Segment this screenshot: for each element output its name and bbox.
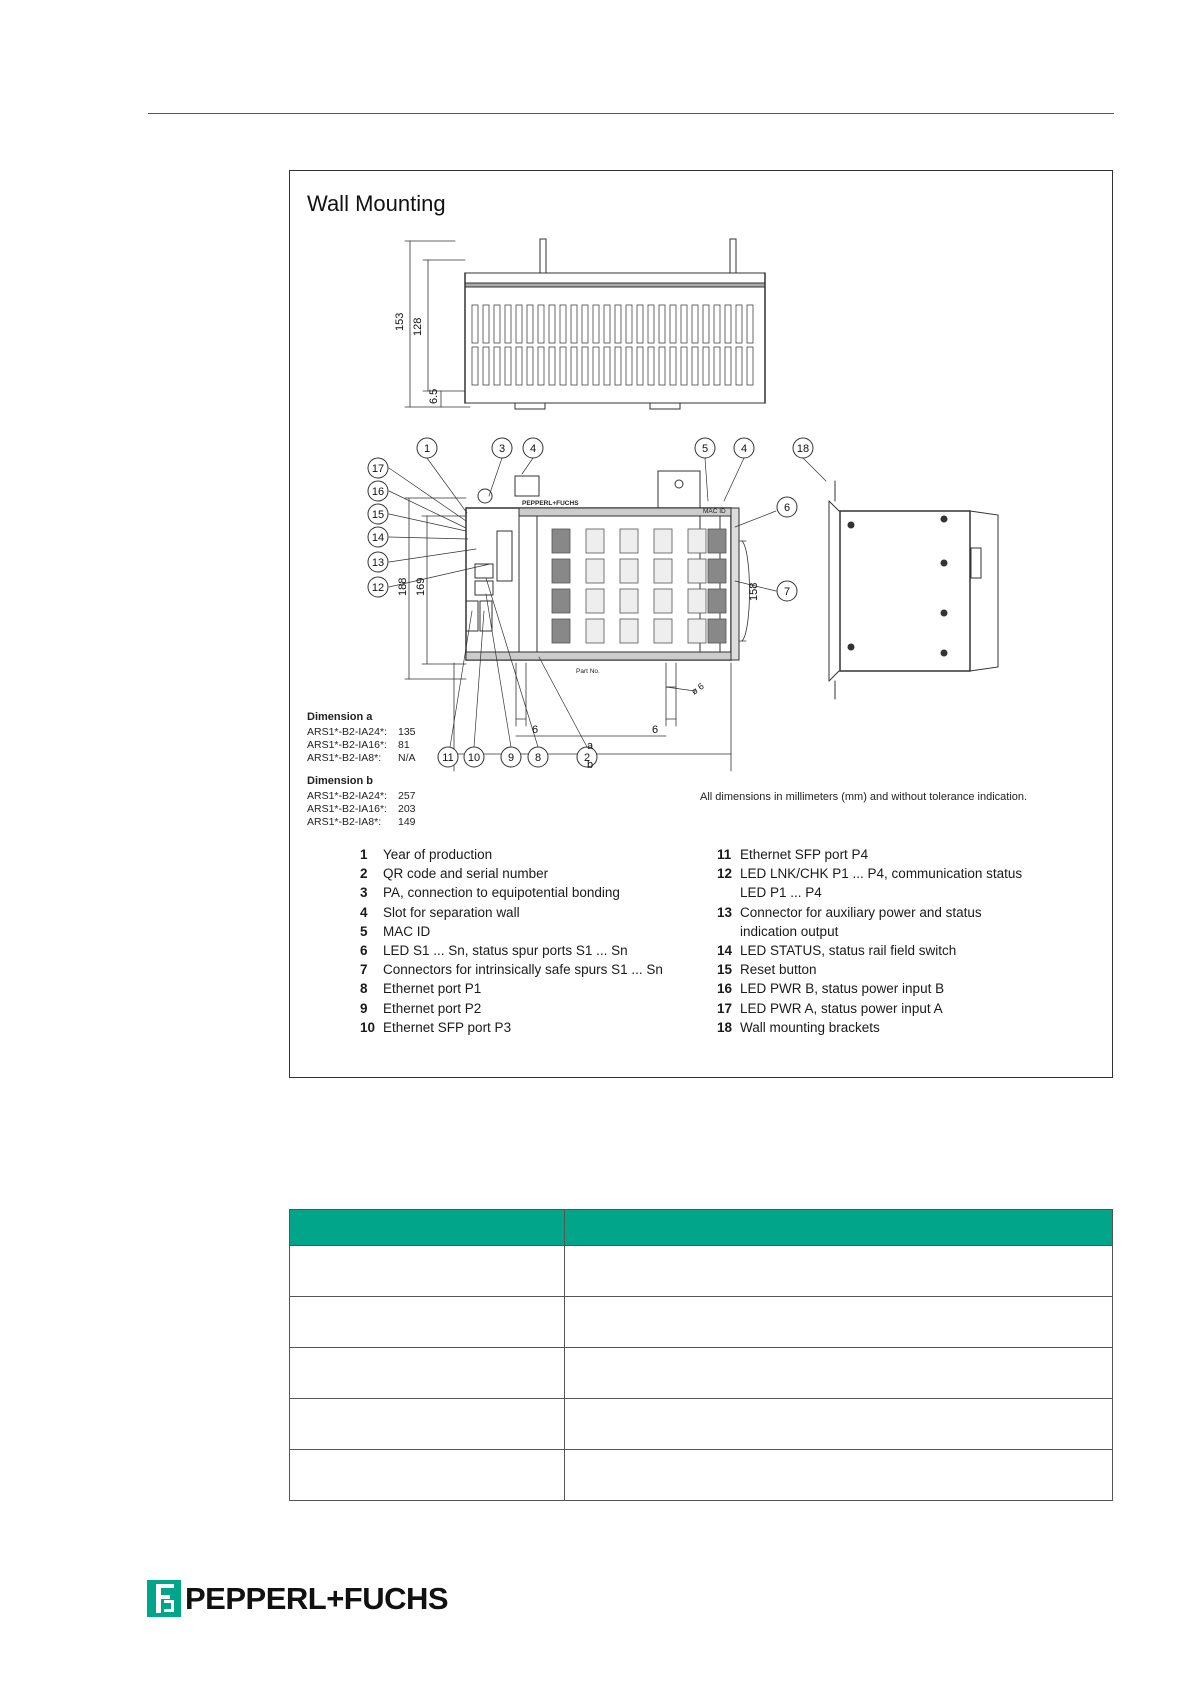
table-cell: [565, 1348, 1113, 1399]
vent-slot: [670, 305, 676, 343]
dimension-b-block: [307, 775, 416, 829]
legend-text: Connectors for intrinsically safe spurs S1 ... Sn: [383, 962, 663, 978]
dimension-value: 257: [398, 790, 416, 802]
legend-text: MAC ID: [383, 923, 431, 939]
legend-number: 1: [360, 847, 368, 862]
vent-slot: [582, 347, 588, 385]
legend-number: 2: [360, 866, 368, 882]
vent-slot: [571, 305, 577, 343]
legend-item: [717, 960, 1097, 979]
legend-number: 7: [360, 962, 368, 978]
dimension-b-row: [307, 816, 416, 829]
vent-slot: [560, 347, 566, 385]
spur-connector: [654, 589, 672, 613]
legend-text: Reset button: [740, 962, 817, 978]
spur-connector: [708, 529, 726, 553]
table-cell: [565, 1399, 1113, 1450]
spur-connector: [620, 619, 638, 643]
vent-slot: [472, 305, 478, 343]
callout-16: 16: [371, 486, 385, 498]
dim-169: 169: [415, 577, 427, 596]
legend-number: 10: [360, 1019, 376, 1035]
dim-158: 158: [748, 582, 760, 601]
dimension-model: ARS1*-B2-IA16*:: [307, 739, 387, 751]
table-row: [290, 1399, 1113, 1450]
spur-connector: [586, 589, 604, 613]
legend-item: [360, 922, 700, 941]
dimension-b-title: Dimension b: [307, 775, 374, 787]
vent-slot: [626, 305, 632, 343]
spur-connector: [586, 619, 604, 643]
vent-slot: [626, 347, 632, 385]
vent-slot: [505, 305, 511, 343]
callout-4b: 4: [740, 443, 748, 455]
vent-slot: [692, 347, 698, 385]
legend-item: [717, 979, 1097, 998]
header-rule: [148, 113, 1114, 114]
dimension-a-row: [307, 739, 416, 752]
spur-connector: [654, 559, 672, 583]
legend-number: 3: [360, 885, 368, 901]
legend-text: Ethernet port P1: [383, 981, 482, 997]
callout-18: 18: [796, 443, 810, 455]
legend-text: Wall mounting brackets: [740, 1019, 880, 1035]
dimension-a-row: [307, 752, 416, 765]
dim-128: 128: [412, 317, 424, 336]
legend-item: [717, 999, 1097, 1018]
spur-connector: [586, 529, 604, 553]
dimension-value: 135: [398, 726, 416, 738]
callout-7: 7: [783, 586, 791, 598]
spur-connector: [688, 529, 706, 553]
legend-item: [360, 864, 700, 883]
vent-slot: [505, 347, 511, 385]
dim-188: 188: [397, 577, 409, 596]
table-header-row: [290, 1210, 1113, 1246]
table-header-cell: [565, 1210, 1113, 1246]
legend-number: 12: [717, 866, 733, 882]
legend-text: LED PWR B, status power input B: [740, 981, 945, 997]
vent-slot: [571, 347, 577, 385]
dim-b: b: [587, 759, 594, 771]
legend-item: [717, 883, 1097, 902]
callout-2: 2: [583, 752, 591, 764]
vent-slot: [747, 347, 753, 385]
dimension-model: ARS1*-B2-IA8*:: [307, 752, 382, 764]
vent-slot: [582, 305, 588, 343]
legend-text: indication output: [740, 923, 839, 939]
table-cell: [290, 1297, 565, 1348]
top-view-vents: [472, 305, 753, 385]
legend-number: 5: [360, 923, 368, 939]
dimension-value: 81: [398, 739, 410, 751]
vent-slot: [648, 305, 654, 343]
callout-leader-lines: [389, 458, 826, 747]
vent-slot: [538, 347, 544, 385]
legend-item: [717, 1018, 1097, 1037]
legend-number: [717, 922, 740, 941]
table-cell: [290, 1348, 565, 1399]
table-cell: [565, 1450, 1113, 1501]
legend-text: LED S1 ... Sn, status spur ports S1 ... Sn: [383, 943, 628, 959]
vent-slot: [483, 305, 489, 343]
vent-slot: [494, 305, 500, 343]
vent-slot: [648, 347, 654, 385]
vent-slot: [681, 347, 687, 385]
spur-connector: [708, 619, 726, 643]
dimension-model: ARS1*-B2-IA16*:: [307, 803, 387, 815]
vent-slot: [637, 305, 643, 343]
vent-slot: [637, 347, 643, 385]
spec-table: [289, 1209, 1113, 1501]
table-cell: [565, 1246, 1113, 1297]
legend-number: [717, 883, 740, 902]
legend-item: [717, 903, 1097, 922]
vent-slot: [483, 347, 489, 385]
vent-slot: [494, 347, 500, 385]
vent-slot: [615, 305, 621, 343]
side-view-housing: [829, 481, 998, 699]
legend-number: 4: [360, 904, 368, 920]
spur-connector: [586, 559, 604, 583]
vent-slot: [692, 305, 698, 343]
vent-slot: [615, 347, 621, 385]
table-row: [290, 1246, 1113, 1297]
callout-1: 1: [423, 443, 431, 455]
legend-item: [717, 864, 1097, 883]
callout-15: 15: [371, 509, 385, 521]
legend-number: 11: [717, 847, 732, 862]
spur-connector: [708, 589, 726, 613]
legend-number: 16: [717, 981, 733, 997]
table-cell: [290, 1246, 565, 1297]
brand-name: PEPPERL+FUCHS: [185, 1580, 449, 1616]
figure-title: Wall Mounting: [307, 191, 446, 216]
legend-item: [360, 979, 700, 998]
legend-text: Connector for auxiliary power and status: [740, 904, 982, 920]
table-cell: [290, 1399, 565, 1450]
callout-5: 5: [701, 443, 709, 455]
dimension-b-row: [307, 790, 416, 803]
table-row: [290, 1450, 1113, 1501]
legend-item: [717, 845, 1097, 864]
spur-connector: [688, 559, 706, 583]
dim-6-5: 6.5: [428, 388, 440, 404]
vent-slot: [560, 305, 566, 343]
legend-number: 6: [360, 943, 368, 959]
callout-10: 10: [467, 752, 481, 764]
legend-item: [360, 1018, 700, 1037]
vent-slot: [604, 305, 610, 343]
vent-slot: [714, 305, 720, 343]
spur-connector: [620, 589, 638, 613]
spur-connector: [552, 589, 570, 613]
vent-slot: [747, 305, 753, 343]
legend-text: Year of production: [383, 847, 493, 862]
legend-item: [360, 845, 700, 864]
vent-slot: [681, 305, 687, 343]
vent-slot: [549, 305, 555, 343]
vent-slot: [703, 305, 709, 343]
dimension-model: ARS1*-B2-IA24*:: [307, 790, 387, 802]
table-row: [290, 1297, 1113, 1348]
front-view-ports: [466, 531, 512, 631]
table-cell: [290, 1450, 565, 1501]
vent-slot: [670, 347, 676, 385]
callout-14: 14: [371, 532, 385, 544]
vent-slot: [736, 305, 742, 343]
vent-slot: [538, 305, 544, 343]
device-part-no-label: Part No.: [576, 668, 600, 675]
vent-slot: [659, 305, 665, 343]
callout-13: 13: [371, 557, 385, 569]
legend-text: Ethernet SFP port P3: [383, 1019, 512, 1035]
vent-slot: [593, 305, 599, 343]
callout-9: 9: [507, 752, 515, 764]
dimension-model: ARS1*-B2-IA8*:: [307, 816, 382, 828]
dimension-a-block: [307, 711, 416, 765]
dim-a: a: [587, 740, 594, 752]
legend-number: 14: [717, 943, 733, 959]
legend-left-column: [360, 845, 700, 1037]
callout-3: 3: [498, 443, 506, 455]
vent-slot: [527, 347, 533, 385]
callout-8: 8: [534, 752, 542, 764]
legend-item: [360, 883, 700, 902]
table-cell: [565, 1297, 1113, 1348]
legend-number: 15: [717, 962, 733, 978]
table-header-cell: [290, 1210, 565, 1246]
spur-connector: [620, 559, 638, 583]
spur-connector: [708, 559, 726, 583]
spur-connector: [688, 589, 706, 613]
legend-right-column: [717, 845, 1097, 1037]
vent-slot: [516, 305, 522, 343]
legend-item: [360, 999, 700, 1018]
legend-text: LED P1 ... P4: [740, 885, 822, 901]
spur-connector: [552, 559, 570, 583]
callout-4a: 4: [529, 443, 537, 455]
vent-slot: [472, 347, 478, 385]
dimension-b-row: [307, 803, 416, 816]
dim-hole-diameter: ø 6: [689, 680, 706, 697]
spur-connector: [552, 619, 570, 643]
legend-item: [717, 941, 1097, 960]
vent-slot: [527, 305, 533, 343]
dimension-a-row: [307, 726, 416, 739]
legend-item: [717, 922, 1097, 941]
dimension-a-title: Dimension a: [307, 711, 373, 723]
legend-item: [360, 941, 700, 960]
vent-slot: [593, 347, 599, 385]
vent-slot: [725, 347, 731, 385]
callout-11: 11: [442, 752, 454, 764]
legend-text: LED STATUS, status rail field switch: [740, 943, 957, 959]
legend-number: 17: [717, 1000, 733, 1016]
legend-text: Slot for separation wall: [383, 904, 520, 920]
vent-slot: [736, 347, 742, 385]
dimension-value: 149: [398, 816, 416, 828]
vent-slot: [604, 347, 610, 385]
legend-text: PA, connection to equipotential bonding: [383, 885, 620, 901]
spur-connector: [620, 529, 638, 553]
vent-slot: [714, 347, 720, 385]
device-brand-label: PEPPERL+FUCHS: [522, 500, 579, 507]
brand-footer: [147, 1580, 448, 1617]
vent-slot: [549, 347, 555, 385]
legend-item: [360, 903, 700, 922]
wall-mounting-figure: [289, 170, 1113, 1078]
callout-12: 12: [371, 582, 385, 594]
legend-number: 13: [717, 904, 733, 920]
callout-17: 17: [371, 463, 385, 475]
callout-6: 6: [783, 502, 791, 514]
legend-number: 8: [360, 981, 368, 997]
vent-slot: [516, 347, 522, 385]
legend-item: [360, 960, 700, 979]
spur-connector: [688, 619, 706, 643]
dimension-model: ARS1*-B2-IA24*:: [307, 726, 387, 738]
vent-slot: [703, 347, 709, 385]
dim-6-left: 6: [532, 724, 539, 736]
dim-153: 153: [394, 312, 406, 331]
tolerance-note: All dimensions in millimeters (mm) and without tolerance indication.: [700, 791, 1028, 803]
dimension-value: 203: [398, 803, 416, 815]
spur-connector: [654, 529, 672, 553]
legend-text: Ethernet SFP port P4: [740, 847, 869, 862]
table-row: [290, 1348, 1113, 1399]
pepperl-fuchs-logo-icon: [147, 1580, 181, 1617]
legend-number: 18: [717, 1019, 733, 1035]
spur-connector: [654, 619, 672, 643]
legend-text: LED LNK/CHK P1 ... P4, communication status: [740, 866, 1023, 882]
dim-6-right: 6: [652, 724, 659, 736]
legend-text: QR code and serial number: [383, 866, 549, 882]
dimension-value: N/A: [398, 752, 416, 764]
legend-text: LED PWR A, status power input A: [740, 1000, 943, 1016]
legend-text: Ethernet port P2: [383, 1000, 482, 1016]
vent-slot: [725, 305, 731, 343]
legend-number: 9: [360, 1000, 368, 1016]
vent-slot: [659, 347, 665, 385]
spur-connector: [552, 529, 570, 553]
device-mac-id-label: MAC ID: [703, 508, 726, 515]
